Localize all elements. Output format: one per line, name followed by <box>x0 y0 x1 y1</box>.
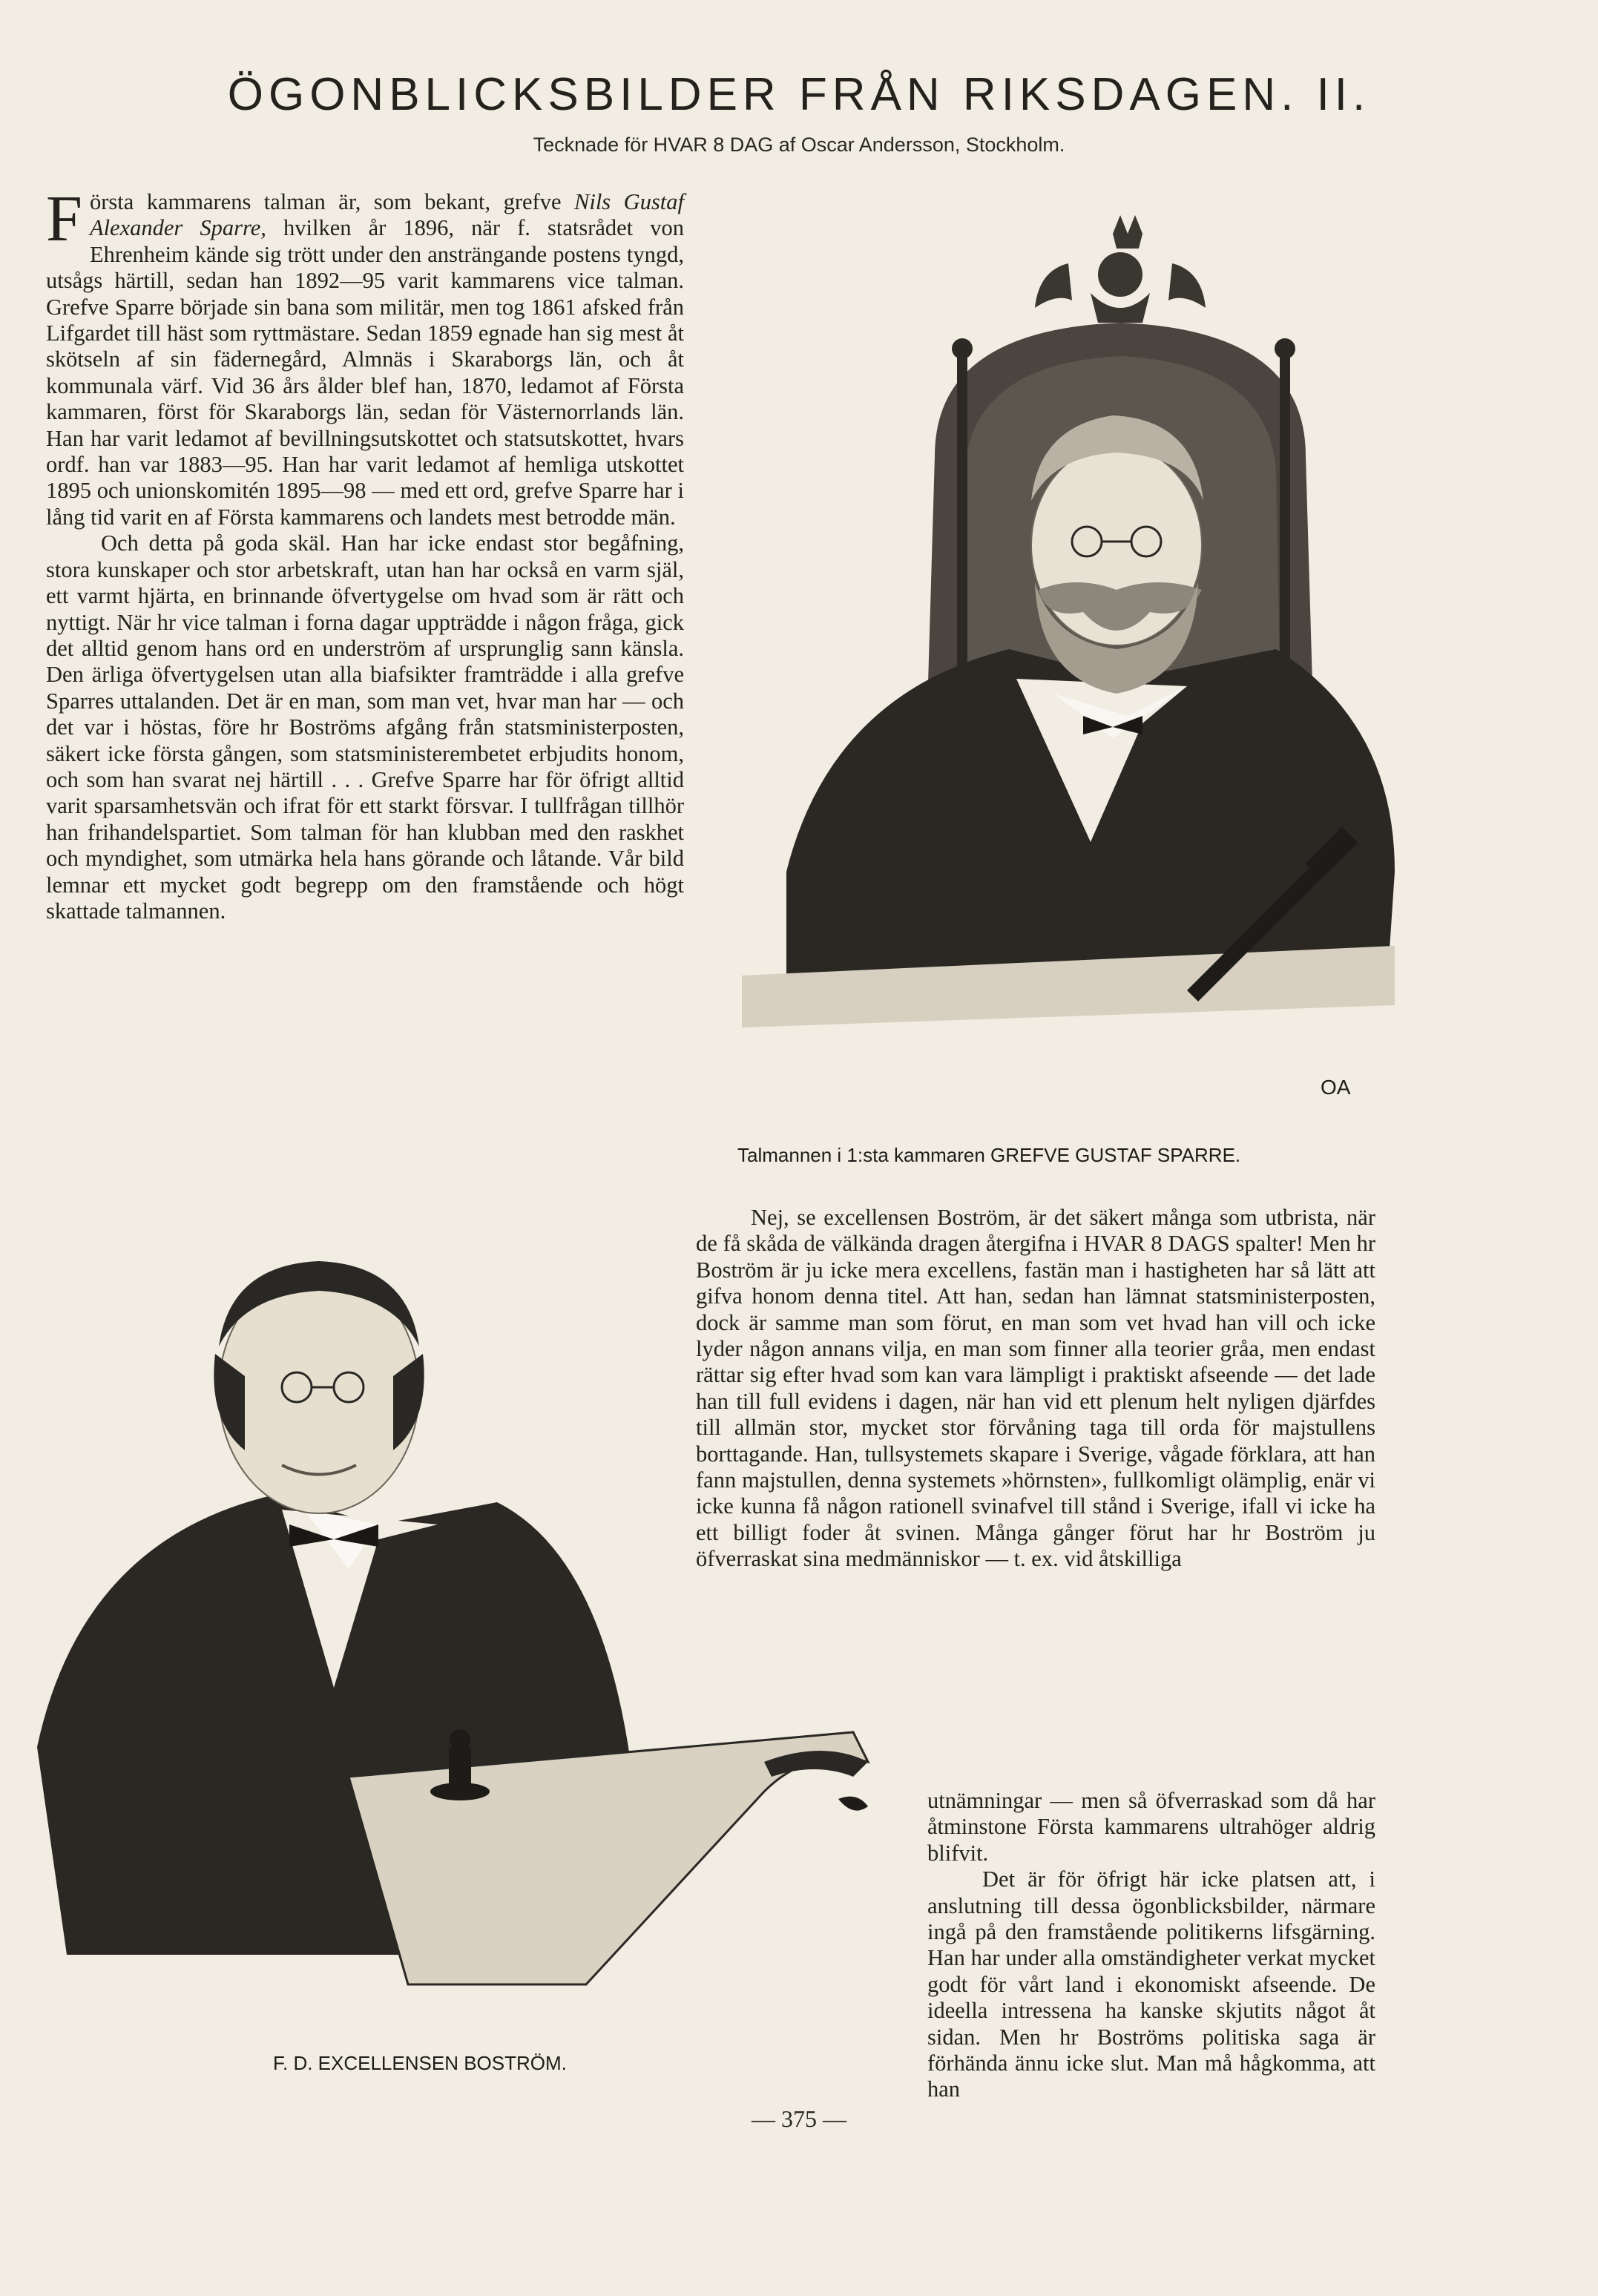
paragraph-bostrom: Nej, se excellensen Boström, är det säkert många som utbrista, när de få skåda de välkända dragen återgifna i HVAR 8 DAGS spalter! Men hr Boström är ju icke mera excellens, fastän man i hastigheten har så lätt att gifva honom denna titel. Att han, sedan han lämnat statsministerposten, dock är samme man som förut, en man som vet hvad han vill och icke lyder någon annans vilja, en man som finner alla teorier gråa, men endast rättar sig efter hvad som kan vara lämpligt i praktiskt afseende — det lade han till full evidens i dagen, när han vid ett plenum helt nyligen djärfdes till allmän stor, mycket stor förvåning taga till orda för majstullens borttagande. Han, tullsystemets skapare i Sverige, vågade förklara, att han fann majstullen, denna systemets »hörnsten», fullkomligt olämplig, enär vi icke kunna få någon rationell svinafvel till stånd i Sverige, ifall vi icke ha ett billigt foder åt svinen. Många gånger förut har hr Boström ju öfverraskat sina medmänniskor — t. ex. vid åtskilliga <box>696 1205 1375 1572</box>
paragraph-sparre-bio <box>46 183 685 530</box>
sparre-full-name: Nils Gustaf Alexander Sparre, <box>89 189 685 241</box>
artist-signature: OA <box>1321 1076 1351 1099</box>
page-number: — 375 — <box>752 2105 846 2132</box>
article-column-right-narrow <box>927 1788 1375 2103</box>
bostrom-portrait-illustration <box>22 1228 913 2036</box>
sparre-portrait-illustration <box>742 204 1395 1139</box>
article-column-left <box>46 183 685 924</box>
sparre-caption: Talmannen i 1:sta kammaren GREFVE GUSTAF SPARRE. <box>737 1144 1241 1166</box>
page-title: ÖGONBLICKSBILDER FRÅN RIKSDAGEN. II. <box>227 69 1371 120</box>
paragraph-sparre-career: hvilken år 1896, när f. statsrådet von Ehrenheim kände sig trött under den ansträngande postens tyngd, utsågs härtill, sedan han 1892—95 varit kammarens vice talman. Grefve Sparre började sin bana som militär, men tog 1861 afsked från Lifgardet till häst som ryttmästare. Sedan 1859 egnade han sig mest åt skötseln af sin fädernegård, Almnäs i Skaraborgs län, och åt kommunala värf. Vid 36 års ålder blef han, 1870, ledamot af Första kammaren, först för Skaraborgs län, sedan för Västernorrlands län. Han har varit ledamot af bevillningsutskottet och statsutskottet, hvars ordf. han var 1883—95. Han har varit ledamot af hemliga utskottet 1895 och unionskomitén 1895—98 — med ett ord, grefve Sparre har i lång tid varit en af Första kammarens och landets mest betrodde män. <box>46 215 684 530</box>
crown-ornament <box>1035 215 1206 323</box>
paragraph-bostrom-continued: utnämningar — men så öfverraskad som då har åtminstone Första kammarens ultrahöger aldrig blifvit. <box>927 1788 1375 1866</box>
paragraph-intro: örsta kammarens talman är, som bekant, grefve <box>89 189 562 214</box>
bostrom-caption: F. D. EXCELLENSEN BOSTRÖM. <box>273 2052 567 2074</box>
paragraph-closing: Det är för öfrigt här icke platsen att, i anslutning till dessa ögonblicksbilder, närmare ingå på den framstående politikerns lifsgärning. Han har under alla omständigheter verkat mycket godt för vårt land i ekonomiskt afseende. De ideella intressena ha kanske skjutits något åt sidan. Men hr Boströms politiska saga är förhända ännu icke slut. Man må hågkomma, att han <box>927 1866 1375 2102</box>
paragraph-sparre-character: Och detta på goda skäl. Han har icke endast stor begåfning, stora kunskaper och stor arbetskraft, utan han har också en varm själ, ett varmt hjärta, en brinnande öfvertygelse om hvad som är rätt och nyttigt. När hr vice talman i forna dagar uppträdde i någon fråga, gick det alltid genom hans ord en underström af ursprunglig sann känsla. Den ärliga öfvertygelsen utan alla biafsikter framträdde i alla grefve Sparres uttalanden. Det är en man, som man vet, hvar man har — och det var i höstas, före hr Boströms afgång från statsministerposten, säkert icke första gången, som statsministerembetet erbjudits honom, och som han svarat nej härtill . . . Grefve Sparre har för öfrigt alltid varit sparsamhetsvän och ifrat för ett starkt försvar. I tullfrågan tillhör han frihandelspartiet. Som talman för han klubban med den raskhet och myndighet, som utmärka hela hans görande och låtande. Vår bild lemnar ett mycket godt begrepp om den framstående och högt skattade talmannen. <box>46 530 684 924</box>
drop-cap: F <box>46 183 82 255</box>
page-subtitle: Tecknade för HVAR 8 DAG af Oscar Andersson, Stockholm. <box>533 134 1065 156</box>
